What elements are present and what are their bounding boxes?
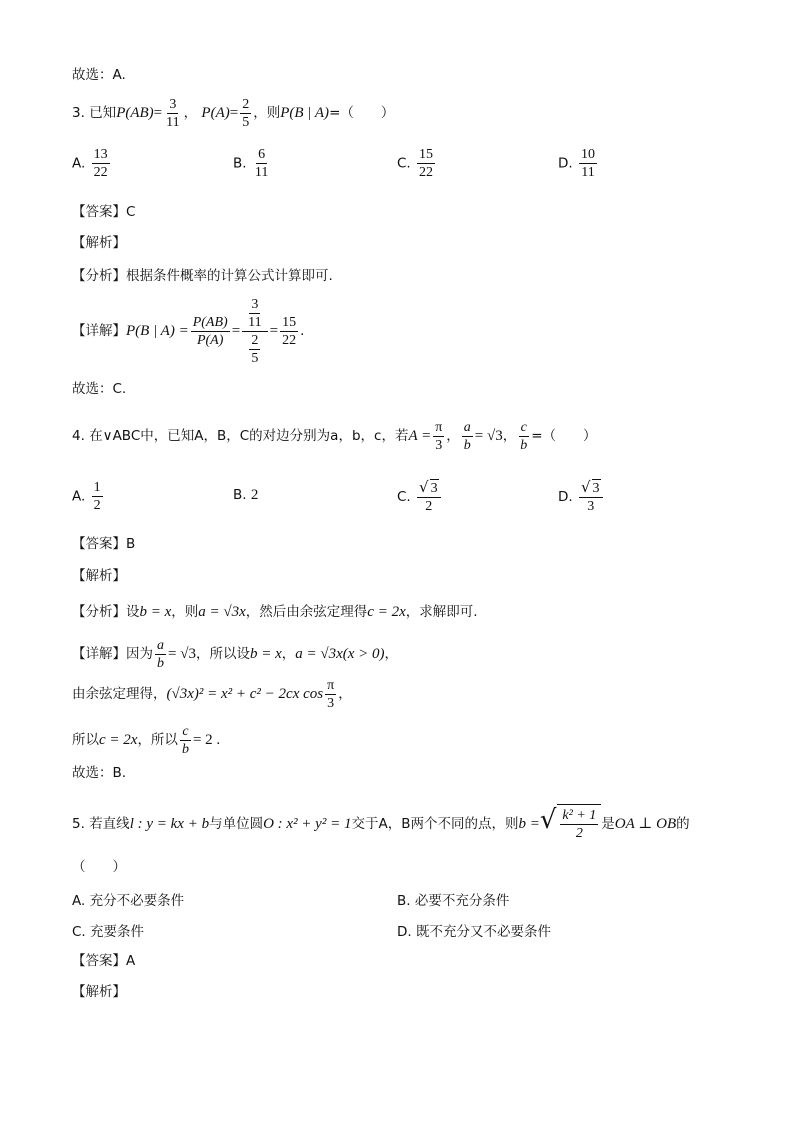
q4-option-d: D. $\frac{√ 3}{3}$ (558, 479, 605, 515)
q4-answer: 【答案】B (72, 536, 136, 552)
fraction: $\frac{2}{5}$ (242, 96, 250, 130)
q4-stem: 4. 在∨ABC中，已知A，B，C的对边分别为a，b，c，若A = $\frac{\pi}{3}$ ， $\frac{a}{b}$ = √3， $\frac{c}{b}$ =（ ） (72, 419, 597, 453)
compound-fraction: $\frac{\frac{3}{11}}{\frac{2}{5}}$ (242, 296, 267, 367)
q3-analysis-tag: 【解析】 (72, 235, 126, 251)
q4-result: 所以c = 2x，所以 $\frac{c}{b}$ = 2 . (72, 723, 221, 757)
q3-conclusion: 故选：C. (72, 381, 127, 397)
q3-option-c: C. $\frac{15}{22}$ (397, 147, 434, 180)
q3-number: 3. (72, 105, 85, 121)
prev-conclusion: 故选：A. (72, 67, 126, 83)
q3-xiangjie: 【详解】 P(B | A) = $\frac{P(AB)}{P(A)}$ = $\frac{\frac{3}{11}}{\frac{2}{5}}$ = $\frac{15}{22}$ . (72, 296, 305, 366)
q5-answer: 【答案】A (72, 953, 136, 969)
q4-fenxi: 【分析】设b = x，则a = √3x，然后由余弦定理得c = 2x，求解即可. (72, 604, 478, 620)
q3-fenxi: 【分析】根据条件概率的计算公式计算即可. (72, 268, 333, 284)
q5-option-d: D. 既不充分又不必要条件 (397, 924, 551, 940)
q4-analysis-tag: 【解析】 (72, 568, 126, 584)
fraction: $\frac{3}{11}$ (166, 96, 180, 130)
q3-option-d: D. $\frac{10}{11}$ (558, 147, 595, 180)
q3-option-a: A. $\frac{13}{22}$ (72, 147, 108, 180)
q4-option-c: C. $\frac{√ 3}{2}$ (397, 479, 443, 515)
q3-answer: 【答案】C (72, 204, 136, 220)
q4-cosine-law: 由余弦定理得，(√3x)² = x² + c² − 2cx cos $\frac{\pi}{3}$ ， (72, 677, 352, 711)
q4-option-a: A. $\frac{1}{2}$ (72, 480, 101, 513)
q5-analysis-tag: 【解析】 (72, 984, 126, 1000)
q5-option-b: B. 必要不充分条件 (397, 893, 510, 909)
q4-conclusion: 故选：B. (72, 765, 127, 781)
q5-paren: （ ） (72, 859, 126, 875)
q3-option-b: B. $\frac{6}{11}$ (233, 147, 269, 180)
q5-stem: 5. 若直线l : y = kx + b与单位圆O : x² + y² = 1交于A，B两个不同的点，则b =√ $\frac{\text{k² + 1}}{2}$ 是OA ⊥ OB的 (72, 800, 690, 845)
q5-option-c: C. 充要条件 (72, 924, 145, 940)
q4-xiangjie: 【详解】因为 $\frac{a}{b}$ = √3，所以设b = x，a = √3x(x > 0)， (72, 637, 399, 671)
q5-option-a: A. 充分不必要条件 (72, 893, 185, 909)
q3-stem: 3. 已知P(AB)= $\frac{3}{11}$ ， P(A)= $\frac{2}{5}$ ，则P(B | A)=（ ） (72, 96, 395, 130)
q4-option-b: B. 2 (233, 487, 259, 503)
